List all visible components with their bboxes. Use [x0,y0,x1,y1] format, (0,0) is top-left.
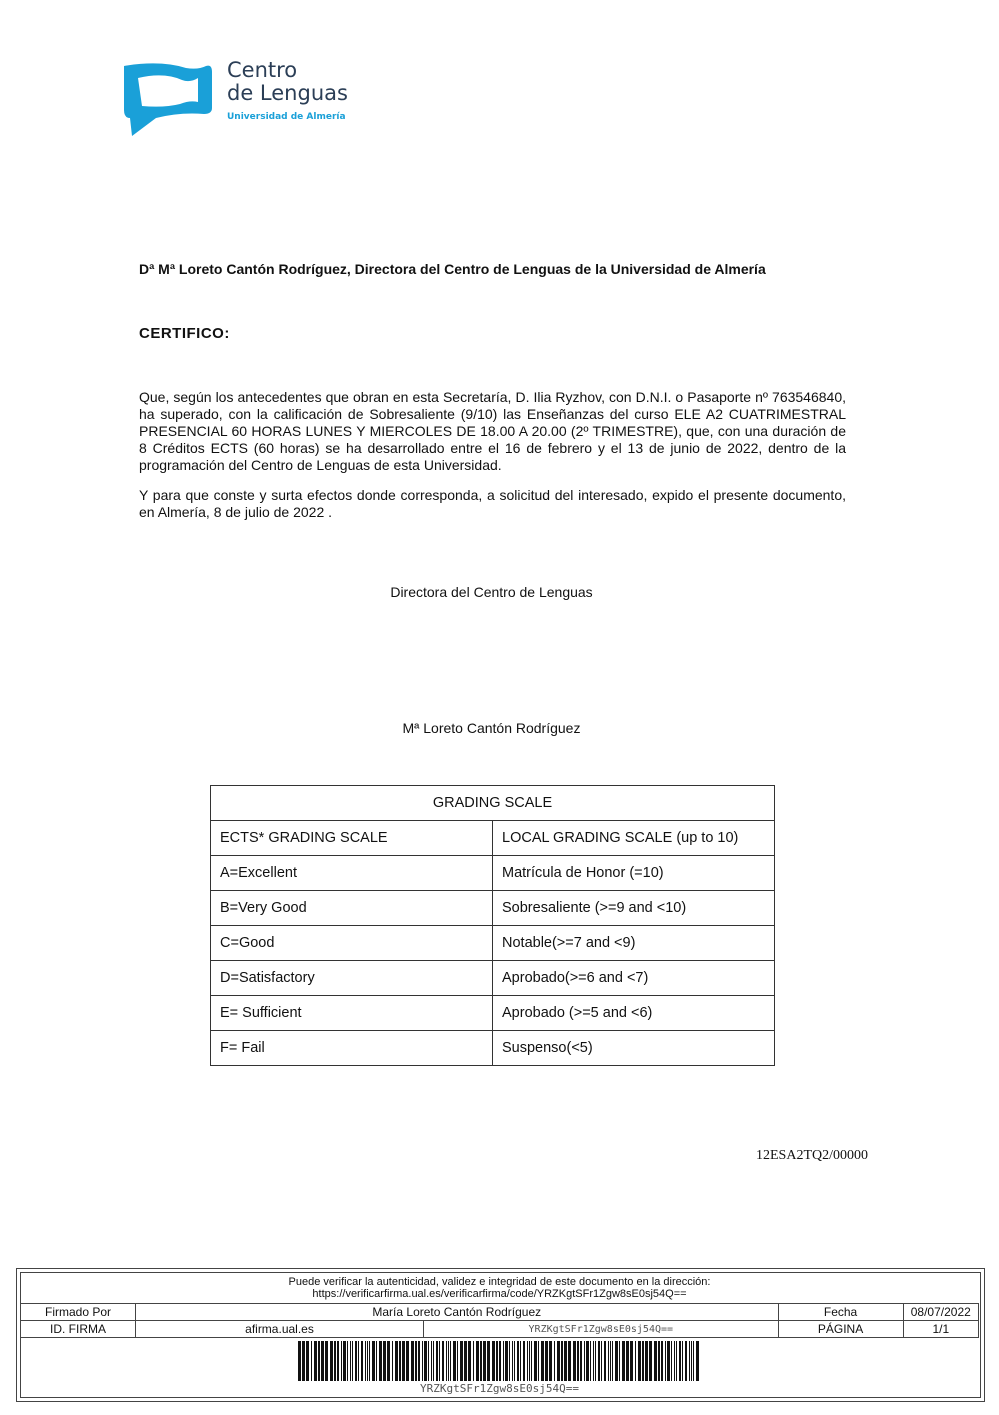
table-row [211,1031,775,1066]
document-heading: Dª Mª Loreto Cantón Rodríguez, Directora del Centro de Lenguas de la Universidad de Almería [139,261,766,277]
barcode-bar [457,1341,458,1381]
verification-url[interactable]: https://verificarfirma.ual.es/verificarfirma/code/YRZKgtSFr1Zgw8sE0sj54Q== [312,1288,687,1300]
barcode-bar [529,1341,530,1381]
barcode-bar [372,1341,375,1381]
barcode-bar [365,1341,366,1381]
barcode-bar [557,1341,560,1381]
signature-title: Directora del Centro de Lenguas [390,584,593,600]
barcode-bar [527,1341,528,1381]
local-grade: Suspenso(<5) [493,1031,775,1066]
barcode-bar [302,1341,305,1381]
barcode-bar [503,1341,504,1381]
barcode-bar [676,1341,677,1381]
barcode-bar [674,1341,675,1381]
table-row [211,926,775,961]
barcode-bar [355,1341,357,1381]
barcode-bar [453,1341,456,1381]
barcode-bar [422,1341,423,1381]
barcode-bar [480,1341,482,1381]
barcode-bar [436,1341,438,1381]
barcode-bar [468,1341,471,1381]
verification-text: Puede verificar la autenticidad, validez e integridad de este documento en la dirección: [288,1276,711,1288]
barcode-bar [577,1341,579,1381]
barcode-bar [682,1341,683,1381]
barcode-bar [505,1341,508,1381]
barcode-bar [431,1341,432,1381]
barcode-bar [584,1341,585,1381]
barcode-bar [343,1341,346,1381]
certifico-label: CERTIFICO: [139,325,230,342]
document-reference: 12ESA2TQ2/00000 [756,1148,868,1163]
barcode-bar [561,1341,563,1381]
barcode-bar [321,1341,324,1381]
barcode-bar [496,1341,498,1381]
barcode-bar [399,1341,401,1381]
local-grade: Notable(>=7 and <9) [493,926,775,961]
barcode-bar [549,1341,552,1381]
barcode-bar [298,1341,301,1381]
table-row [211,961,775,996]
table-row [21,1321,979,1338]
barcode-bar [638,1341,641,1381]
barcode-bar [499,1341,501,1381]
barcode-bar [679,1341,681,1381]
barcode-bar [334,1341,336,1381]
id-firma-code: YRZKgtSFr1Zgw8sE0sj54Q== [424,1321,779,1338]
barcode-bar [541,1341,544,1381]
barcode-bar [376,1341,377,1381]
barcode-bar [483,1341,486,1381]
barcode-bar [352,1341,353,1381]
barcode-bar [350,1341,351,1381]
barcode-bar [358,1341,359,1381]
barcode-bar [517,1341,519,1381]
barcode-bar [645,1341,648,1381]
barcode-bar [318,1341,320,1381]
barcode-bar [630,1341,633,1381]
barcode-bar [610,1341,611,1381]
barcode-bar [661,1341,663,1381]
table-row [211,821,775,856]
barcode-bar [595,1341,596,1381]
local-grade: Sobresaliente (>=9 and <10) [493,891,775,926]
barcode-bar [361,1341,363,1381]
barcode-bar [635,1341,636,1381]
barcode-bar [612,1341,613,1381]
barcode-bar [325,1341,328,1381]
firmado-value: María Loreto Cantón Rodríguez [136,1304,779,1321]
verification-notice [20,1276,979,1300]
barcode-bar [415,1341,417,1381]
barcode-bar [512,1341,513,1381]
barcode-bar [311,1341,312,1381]
ects-grade: A=Excellent [211,856,493,891]
barcode-bar [590,1341,591,1381]
barcode-bar [654,1341,657,1381]
barcode-bar [545,1341,548,1381]
barcode-bar [347,1341,348,1381]
barcode-bar [450,1341,451,1381]
barcode-bar [406,1341,409,1381]
local-column-header: LOCAL GRADING SCALE (up to 10) [493,821,775,856]
speech-flag-icon [120,58,220,140]
barcode-bar [622,1341,625,1381]
fecha-value: 08/07/2022 [903,1304,978,1321]
barcode-bar [593,1341,594,1381]
barcode-bar [411,1341,414,1381]
barcode-bar [689,1341,690,1381]
barcode-bar [580,1341,582,1381]
ects-grade: E= Sufficient [211,996,493,1031]
barcode-bar [460,1341,463,1381]
barcode-bar [520,1341,521,1381]
ects-grade: D=Satisfactory [211,961,493,996]
table-row [211,996,775,1031]
barcode-bar [649,1341,652,1381]
barcode-bar [379,1341,382,1381]
table-row [21,1304,979,1321]
id-firma-label: ID. FIRMA [21,1321,136,1338]
barcode-bar [306,1341,309,1381]
barcode-bar [446,1341,447,1381]
logo-title: Centro [227,58,298,82]
barcode-bar [658,1341,660,1381]
barcode-bar [337,1341,339,1381]
barcode-bar [439,1341,440,1381]
barcode-bar [573,1341,576,1381]
barcode-bar [428,1341,429,1381]
firmado-label: Firmado Por [21,1304,136,1321]
barcode-bar [448,1341,449,1381]
ects-grade: B=Very Good [211,891,493,926]
barcode-bar [693,1341,694,1381]
grading-scale-table [210,785,775,1066]
pagina-label: PÁGINA [778,1321,903,1338]
barcode-bar [665,1341,666,1381]
signature-info-table [20,1303,979,1338]
certification-paragraph: Que, según los antecedentes que obran en esta Secretaría, D. Ilia Ryzhov, con D.N.I. o Pasaporte nº 763546840, ha superado, con la calificación de Sobresaliente (9/10) las Enseñanzas del curso ELE A2 CUATRIMESTRAL PRESENCIAL 60 HORAS LUNES Y MIERCOLES DE 18.00 A 20.00 (2º TRIMESTRE), que, con una duración de 8 Créditos ECTS (60 horas) se ha desarrollado entre el 16 de febrero y el 13 de junio de 2022, dentro de la programación del Centro de Lenguas de esta Universidad. [139,389,846,473]
barcode-text: YRZKgtSFr1Zgw8sE0sj54Q== [420,1382,579,1395]
barcode [298,1341,701,1381]
barcode-bar [615,1341,618,1381]
barcode-bar [586,1341,589,1381]
barcode-bar [464,1341,467,1381]
barcode-bar [568,1341,571,1381]
logo-subtitle: Universidad de Almería [227,112,346,122]
barcode-bar [531,1341,532,1381]
barcode-bar [626,1341,629,1381]
fecha-label: Fecha [778,1304,903,1321]
barcode-bar [608,1341,609,1381]
barcode-bar [487,1341,490,1381]
ects-grade: F= Fail [211,1031,493,1066]
barcode-bar [392,1341,393,1381]
barcode-bar [619,1341,620,1381]
barcode-bar [523,1341,525,1381]
ects-column-header: ECTS* GRADING SCALE [211,821,493,856]
barcode-bar [534,1341,537,1381]
barcode-bar [685,1341,687,1381]
barcode-bar [514,1341,515,1381]
barcode-bar [369,1341,370,1381]
barcode-bar [418,1341,420,1381]
barcode-bar [509,1341,510,1381]
table-row [211,891,775,926]
barcode-bar [691,1341,692,1381]
barcode-bar [696,1341,699,1381]
barcode-bar [604,1341,606,1381]
barcode-bar [442,1341,444,1381]
local-grade: Aprobado(>=6 and <7) [493,961,775,996]
barcode-bar [598,1341,600,1381]
barcode-bar [492,1341,495,1381]
barcode-bar [554,1341,555,1381]
barcode-bar [395,1341,398,1381]
barcode-bar [642,1341,644,1381]
barcode-bar [367,1341,368,1381]
grading-table-title: GRADING SCALE [211,786,775,821]
local-grade: Aprobado (>=5 and <6) [493,996,775,1031]
barcode-bar [476,1341,479,1381]
barcode-bar [330,1341,333,1381]
barcode-bar [424,1341,427,1381]
barcode-bar [601,1341,602,1381]
barcode-bar [564,1341,567,1381]
barcode-bar [538,1341,539,1381]
barcode-bar [473,1341,474,1381]
barcode-bar [387,1341,390,1381]
barcode-bar [314,1341,317,1381]
local-grade: Matrícula de Honor (=10) [493,856,775,891]
signature-name: Mª Loreto Cantón Rodríguez [402,720,581,736]
closing-paragraph: Y para que conste y surta efectos donde corresponda, a solicitud del interesado, expido el presente documento, en Almería, 8 de julio de 2022 . [139,487,846,520]
barcode-bar [433,1341,434,1381]
pagina-value: 1/1 [903,1321,978,1338]
barcode-bar [667,1341,670,1381]
barcode-bar [341,1341,342,1381]
id-firma-host: afirma.ual.es [136,1321,424,1338]
barcode-bar [383,1341,386,1381]
logo-title-line2: de Lenguas [227,81,348,105]
barcode-bar [671,1341,672,1381]
barcode-bar [402,1341,405,1381]
ects-grade: C=Good [211,926,493,961]
table-row [211,856,775,891]
